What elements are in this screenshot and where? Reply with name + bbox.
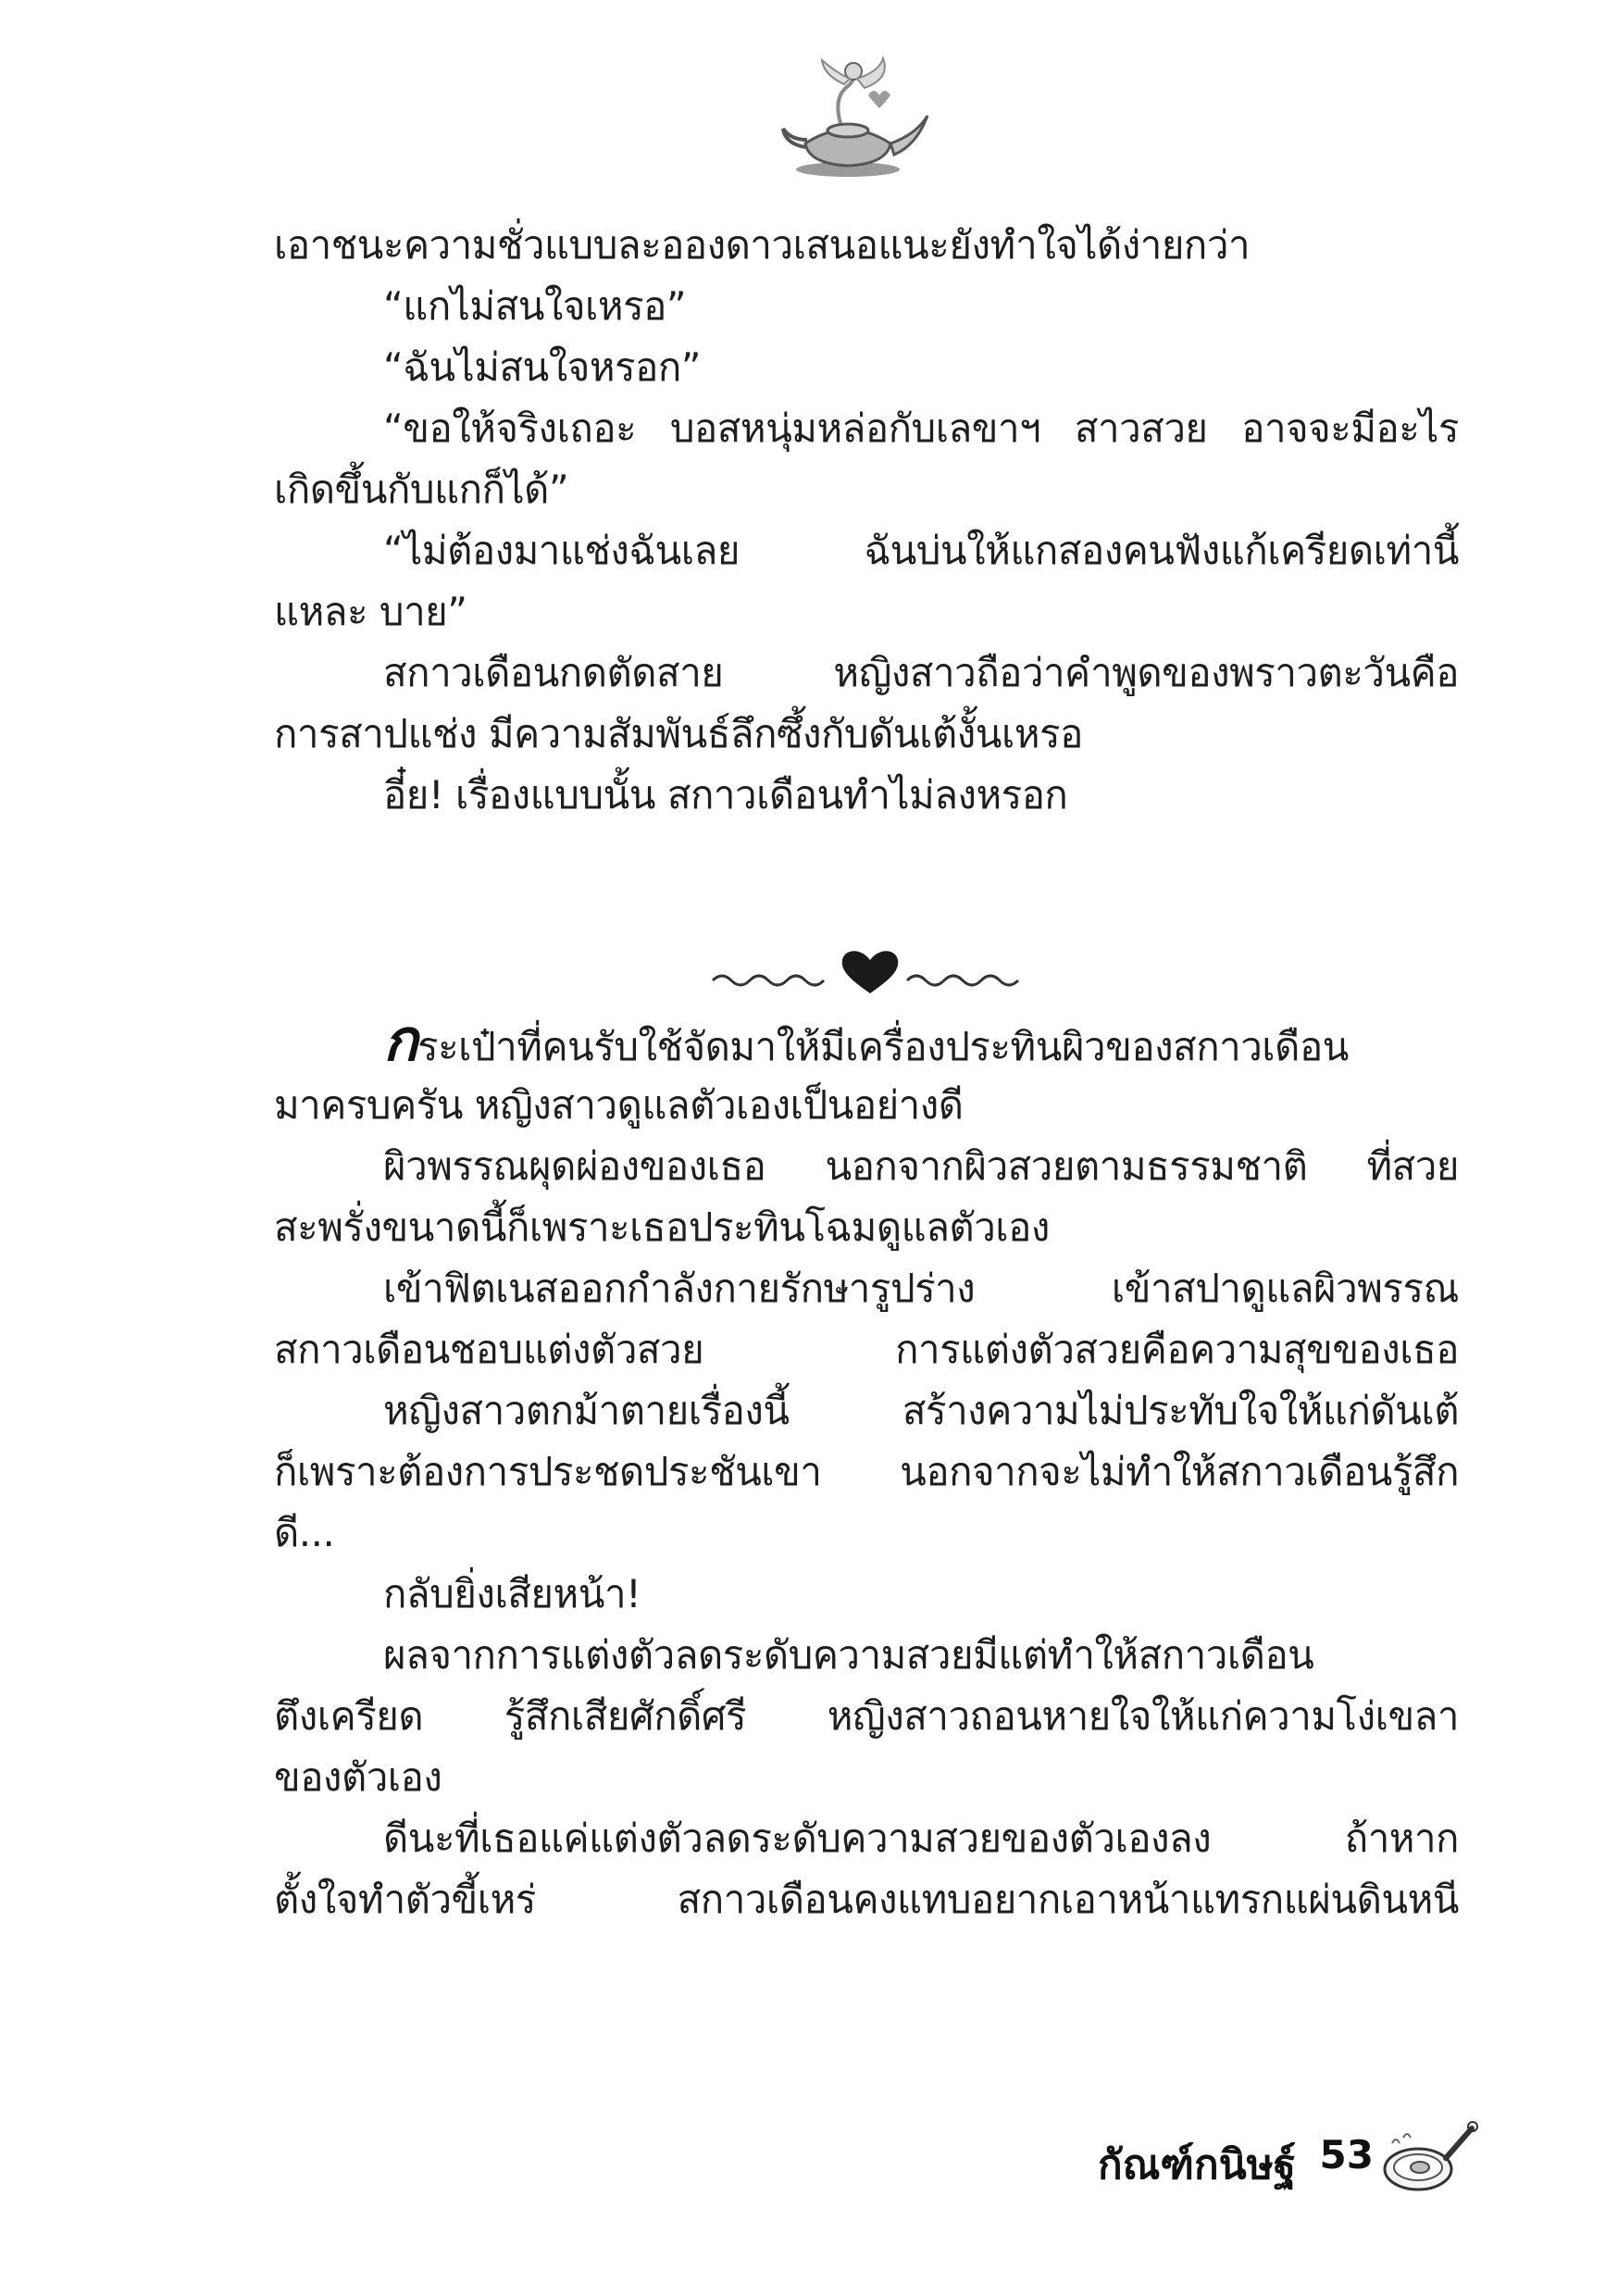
- text-line: สกาวเดือนชอบแต่งตัวสวย การแต่งตัวสวยคือความสุขของเธอ: [274, 1327, 1459, 1372]
- page-number: 53: [1319, 2132, 1374, 2177]
- text-line: เข้าฟิตเนสออกกำลังกายรักษารูปร่าง เข้าสปาดูแลผิวพรรณ: [383, 1266, 1459, 1311]
- text-line: ก็เพราะต้องการประชดประชันเขา นอกจากจะไม่ทำให้สกาวเดือนรู้สึก: [274, 1449, 1459, 1494]
- text-line: “ฉันไม่สนใจหรอก”: [383, 344, 702, 390]
- first-line: [274, 1006, 1459, 1075]
- text-line: กลับยิ่งเสียหน้า!: [383, 1571, 641, 1616]
- heart-squiggle-icon: [703, 940, 1037, 1004]
- section-2: [274, 1006, 1459, 1930]
- drop-cap: ก: [383, 1006, 418, 1074]
- book-title: กัณฑ์กนิษฐ์: [1098, 2141, 1296, 2189]
- section-1: [274, 215, 1459, 826]
- text-line: ดี...: [274, 1510, 335, 1555]
- text-line: อี๋ย! เรื่องแบบนั้น สกาวเดือนทำไม่ลงหรอก: [383, 772, 1068, 817]
- text-line: ดีนะที่เธอแค่แต่งตัวลดระดับความสวยของตัวเองลง ถ้าหาก: [383, 1816, 1459, 1861]
- text-line: “แกไม่สนใจเหรอ”: [383, 283, 687, 329]
- text-line: แหละ บาย”: [274, 589, 467, 634]
- genie-lamp-icon: [768, 51, 935, 190]
- text-line: ผลจากการแต่งตัวลดระดับความสวยมีแต่ทำให้สกาวเดือน: [383, 1632, 1314, 1678]
- text-line: ผิวพรรณผุดผ่องของเธอ นอกจากผิวสวยตามธรรมชาติ ที่สวย: [383, 1143, 1459, 1189]
- text-line: สกาวเดือนกดตัดสาย หญิงสาวถือว่าคำพูดของพราวตะวันคือ: [383, 650, 1459, 695]
- text-line: การสาปแช่ง มีความสัมพันธ์ลึกซึ้งกับดันเต้งั้นเหรอ: [274, 711, 1083, 756]
- text-line: ระเป๋าที่คนรับใช้จัดมาให้มีเครื่องประทินผิวของสกาวเดือน: [417, 1024, 1349, 1069]
- text-line: เกิดขึ้นกับแกก็ได้”: [274, 467, 569, 512]
- text-line: มาครบครัน หญิงสาวดูแลตัวเองเป็นอย่างดี: [274, 1082, 964, 1128]
- text-line: สะพรั่งขนาดนี้ก็เพราะเธอประทินโฉมดูแลตัวเอง: [274, 1204, 1050, 1250]
- text-line: เอาชนะความชั่วแบบละอองดาวเสนอแนะยังทำใจได้ง่ายกว่า: [274, 222, 1251, 268]
- text-line: “ขอให้จริงเถอะ บอสหนุ่มหล่อกับเลขาฯ สาวสวย อาจจะมีอะไร: [383, 406, 1459, 451]
- frying-pan-icon: [1379, 2115, 1481, 2199]
- text-line: หญิงสาวตกม้าตายเรื่องนี้ สร้างความไม่ประทับใจให้แก่ดันเต้: [383, 1388, 1459, 1433]
- text-line: ตั้งใจทำตัวขี้เหร่ สกาวเดือนคงแทบอยากเอาหน้าแทรกแผ่นดินหนี: [274, 1877, 1459, 1922]
- text-line: ของตัวเอง: [274, 1754, 442, 1800]
- text-line: ตึงเครียด รู้สึกเสียศักดิ์ศรี หญิงสาวถอนหายใจให้แก่ความโง่เขลา: [274, 1693, 1459, 1739]
- text-line: “ไม่ต้องมาแช่งฉันเลย ฉันบ่นให้แกสองคนฟังแก้เครียดเท่านี้: [383, 528, 1459, 573]
- page-footer: [1000, 2115, 1481, 2199]
